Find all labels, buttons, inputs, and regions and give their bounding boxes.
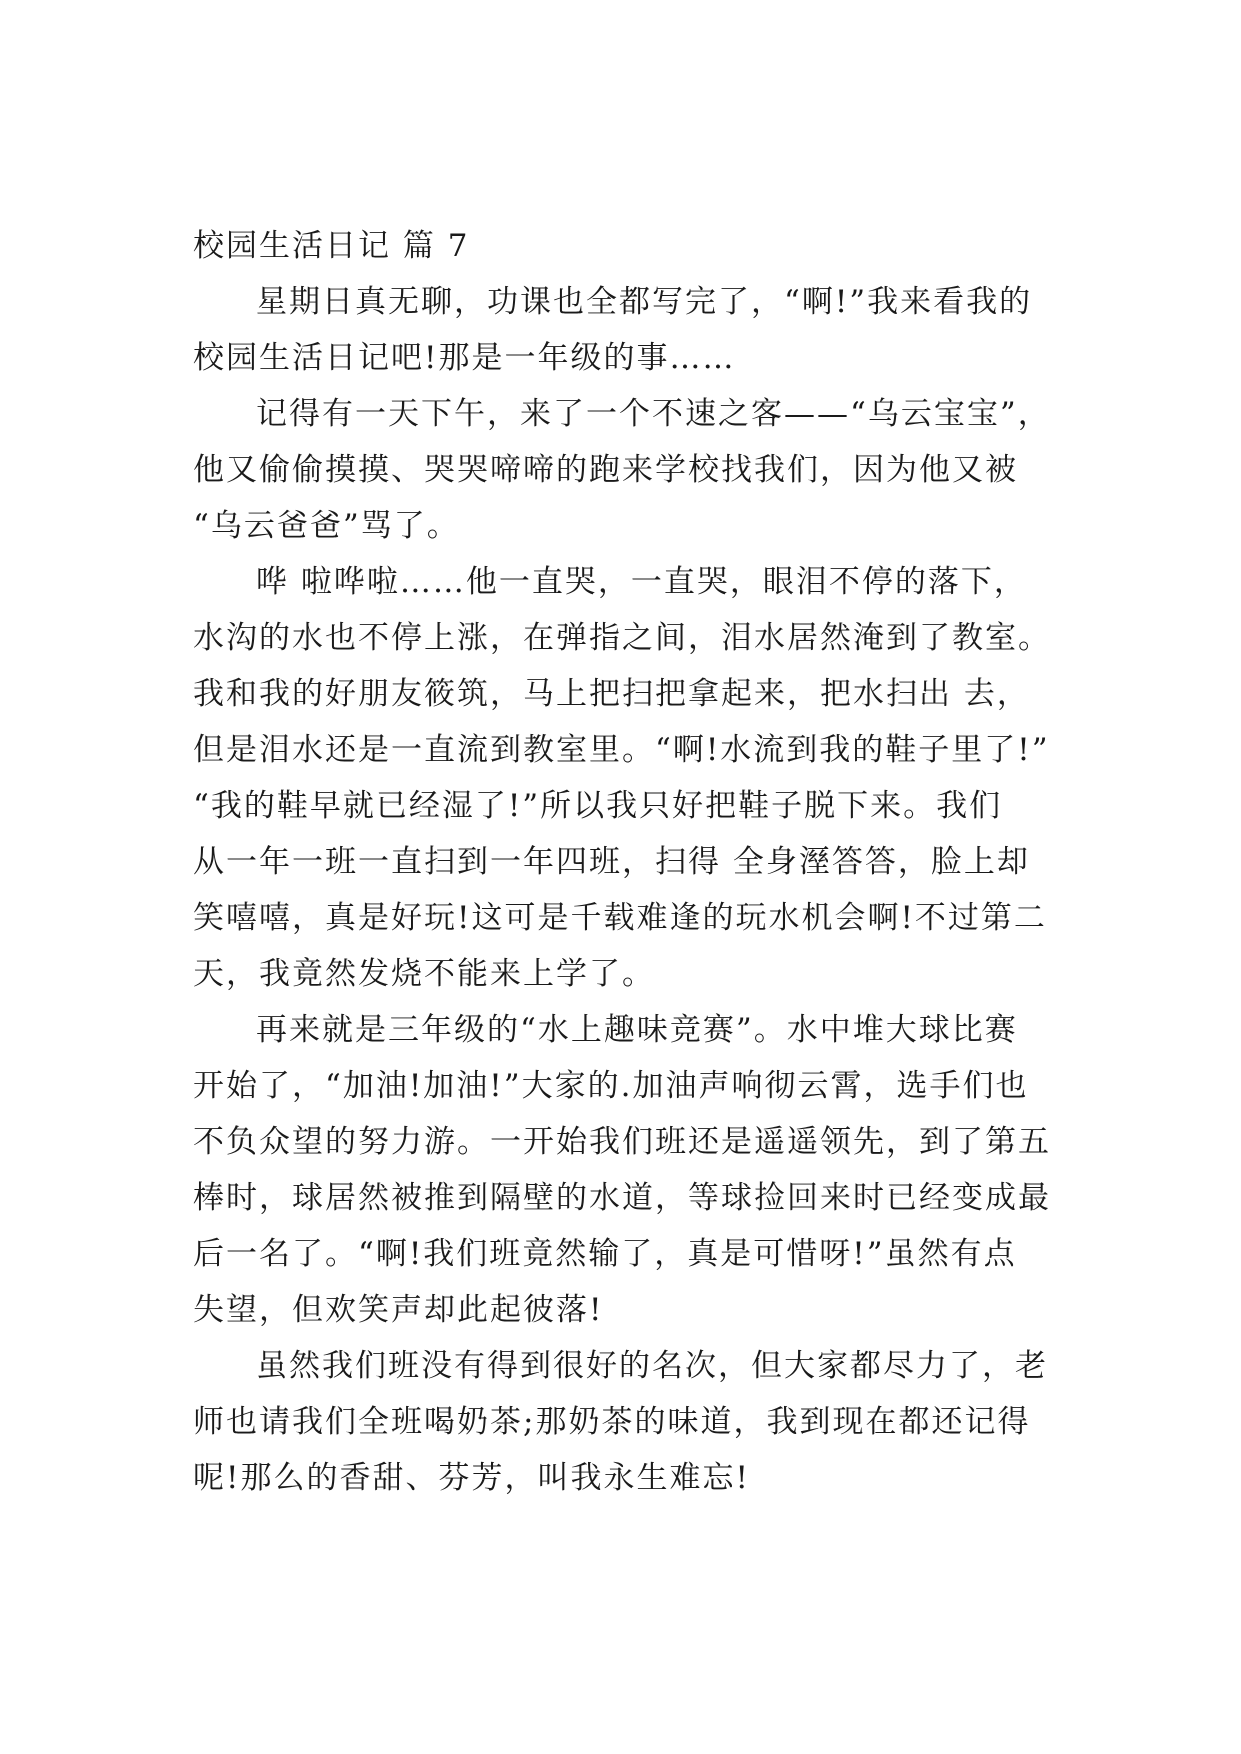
paragraph-line: 校园生活日记吧!那是一年级的事…… xyxy=(193,340,736,376)
paragraph-line: 从一年一班一直扫到一年四班，扫得 全身溼答答，脸上却 xyxy=(193,844,1030,880)
paragraph-line: 但是泪水还是一直流到教室里。“啊!水流到我的鞋子里了!” xyxy=(193,732,1050,768)
document-title: 校园生活日记 篇 7 xyxy=(193,228,470,264)
paragraph-line: “乌云爸爸”骂了。 xyxy=(193,508,460,544)
paragraph-line: 虽然我们班没有得到很好的名次，但大家都尽力了，老 xyxy=(256,1348,1048,1384)
paragraph-line: “我的鞋早就已经湿了!”所以我只好把鞋子脱下来。我们 xyxy=(193,788,1003,824)
paragraph-line: 师也请我们全班喝奶茶;那奶茶的味道，我到现在都还记得 xyxy=(193,1404,1031,1440)
paragraph-line: 呢!那么的香甜、芬芳，叫我永生难忘! xyxy=(193,1460,750,1496)
paragraph-line: 笑嘻嘻，真是好玩!这可是千载难逢的玩水机会啊!不过第二 xyxy=(193,900,1047,936)
paragraph-line: 棒时，球居然被推到隔壁的水道，等球捡回来时已经变成最 xyxy=(193,1180,1051,1216)
paragraph-line: 不负众望的努力游。一开始我们班还是遥遥领先，到了第五 xyxy=(193,1124,1051,1160)
paragraph-line: 星期日真无聊，功课也全都写完了，“啊!”我来看我的 xyxy=(256,284,1033,320)
paragraph-line: 我和我的好朋友筱筑，马上把扫把拿起来，把水扫出 去， xyxy=(193,676,1030,712)
paragraph-line: 后一名了。“啊!我们班竟然输了，真是可惜呀!”虽然有点 xyxy=(193,1236,1017,1272)
paragraph-line: 记得有一天下午，来了一个不速之客——“乌云宝宝”， xyxy=(256,396,1051,432)
paragraph-line: 再来就是三年级的“水上趣味竞赛”。水中堆大球比赛 xyxy=(256,1012,1018,1048)
paragraph-line: 开始了，“加油!加油!”大家的.加油声响彻云霄，选手们也 xyxy=(193,1068,1029,1104)
paragraph-line: 天，我竟然发烧不能来上学了。 xyxy=(193,956,655,992)
paragraph-line: 水沟的水也不停上涨，在弹指之间，泪水居然淹到了教室。 xyxy=(193,620,1051,656)
paragraph-line: 他又偷偷摸摸、哭哭啼啼的跑来学校找我们，因为他又被 xyxy=(193,452,1018,488)
paragraph-line: 失望，但欢笑声却此起彼落! xyxy=(193,1292,604,1328)
paragraph-line: 哗 啦哗啦……他一直哭，一直哭，眼泪不停的落下， xyxy=(256,564,1027,600)
